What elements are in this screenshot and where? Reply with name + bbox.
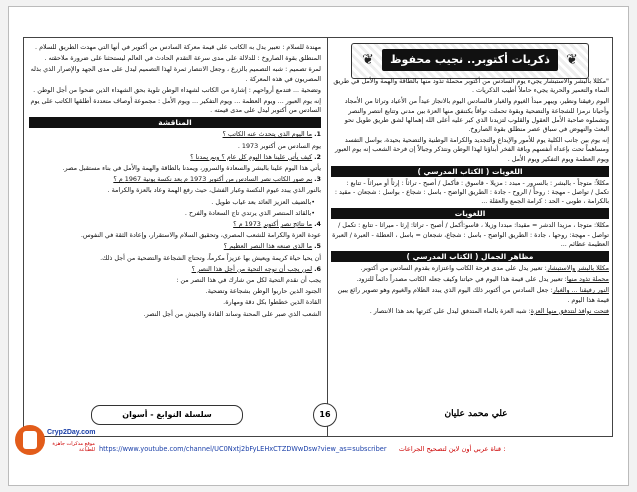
answer-line xyxy=(29,254,321,263)
question-line xyxy=(29,220,321,229)
question-text: ما نتائج نصر أكتوبر 1973 م ؟ xyxy=(233,220,313,229)
answer-line xyxy=(29,198,321,207)
answer-text: يجب أن نقدم التحية لكل من شارك في هذا النصر من : xyxy=(176,276,321,285)
logo-name: Cryp2Day.com xyxy=(47,429,96,436)
bottom-bar xyxy=(99,443,619,455)
question-line xyxy=(29,130,321,139)
question-line xyxy=(29,175,321,184)
beauty-text: : تعبير يدل على مدى فرحة الكاتب واعتزازه بقدوم السادس من أكتوبر. xyxy=(360,264,547,273)
question-number: 4. xyxy=(314,220,321,229)
question-number: 1. xyxy=(314,130,321,139)
question-line xyxy=(29,242,321,251)
beauty-phrase: فتحت نوافذ لتتدفق منها العزة xyxy=(530,306,609,315)
youtube-link[interactable]: https://www.youtube.com/channel/UC0Nxtj2bFyLEHxCTZDWwDsw?view_as=subscriber xyxy=(99,445,387,453)
beauty-item xyxy=(331,264,609,273)
page-number: 16 xyxy=(313,403,337,427)
question-number: 5. xyxy=(314,242,321,251)
discussion-banner: المناقشة xyxy=(29,117,321,128)
right-column xyxy=(331,77,609,318)
header-title-box xyxy=(351,43,589,79)
answer-text: الشعب الذي صبر على المحنة وساند القادة والجيش من أجل النصر. xyxy=(143,309,321,318)
author-name: علي محمد عليان xyxy=(444,409,508,419)
vocab-text: مكللاً: متوجاً - بالبشر : بالسرور - مبدد : مزيلا - قاسوق : فأكمل / أصبح - تراثاً : إرثاً أو ميراثاً - تتابع : تكمل / تواصل - مهجة : روحاً / الروح - جادة : الطريق الواضح - باسل : شجاع - بواسل : شجعان - مقيد : بالكرامة ، طوبى - الحد : كرامة الجمع والعقلة ... xyxy=(334,178,609,206)
question-text: ما الذي صنعه هذا النصر العظيم ؟ xyxy=(223,242,313,251)
ornament-left-icon: ❦ xyxy=(362,52,374,68)
bullet-icon: • xyxy=(311,197,315,206)
answer-text: بالضيف العزيز العائد بعد غياب طويل . xyxy=(211,197,312,206)
beauty-paragraph: إنه يوم العبور ... ويوم العظمة ... ويوم التفكير ... ويوم الأمل : مجموعة أوصاف متعددة أطلقها الكاتب على يوم السادس من أكتوبر ليدل على مدى قيمته . xyxy=(30,97,321,115)
vocab-banner: اللغويات ( الكتاب المدرسي ) xyxy=(331,166,609,177)
intro-paragraph: إنه يوم بين جانب الكلية يوم للأمور والإبداع والتجديد والكرامة الوطنية والتضحية بحيدة، بواسل التفسد ومساهماً تحت بإعداء أنفسهم وباقة الفخر أبناؤنا لهذا الوطن ونتذكر وجبالاً إن فرحة الشعب إنه يوم العبور ويوم العظمة ويوم التفكير ويوم الأمل . xyxy=(335,136,609,163)
beauty-text: : تعبير يدل على قيمة هذا اليوم في حياتنا وكيف جعله الكاتب مصدراً دائماً للتزود. xyxy=(356,275,567,284)
question-number: 3. xyxy=(314,175,321,184)
answer-text: أن يحيا حياة كريمة ويعيش بها عزيزاً مكرماً، وتحتاج الشجاعة والتضحية من أجل ذلك. xyxy=(100,253,321,262)
logo-tagline: موقع مذكرات جاهزة للطباعة xyxy=(52,441,95,453)
question-text: ما اليوم الذي يتحدث عنه الكاتب ؟ xyxy=(222,130,313,139)
question-text: بم صور الكاتب نصر السادس من أكتوبر 1973 م بعد نكسة يونية 1967 م ؟ xyxy=(113,175,313,184)
left-column xyxy=(29,43,321,321)
beauty-item xyxy=(331,275,609,284)
question-text: كيف يأتي علينا هذا اليوم كل عام ؟ وبم يمدنا ؟ xyxy=(190,152,313,161)
answer-text: يوم السادس من أكتوبر 1973 . xyxy=(237,141,321,150)
notebook-icon xyxy=(15,425,45,455)
question-text: لمن يجب أن نوجه التحية من أجل هذا النصر ؟ xyxy=(191,264,313,273)
intro-paragraph: "مكللا بالبشر والاستبشار يجيء يوم السادس من أكتوبر محملة تذود منها بالطاقة والهمة والأمل في طريق النماء والتعمير والحرية يجيء حاملاً أطيب الذكريات . xyxy=(333,77,609,95)
beauty-paragraph: وتضحية ... فتدمع أرواحهم : إشارة من الكاتب لشهداء الوطن تلوية بحق الشهداء الذين ضحوا من أجل الوطن . xyxy=(33,85,321,94)
column-divider xyxy=(327,37,328,437)
question-number: 2. xyxy=(314,152,321,161)
beauty-phrase: مكللا بالبشر والاستبشار xyxy=(546,264,609,273)
answer-text: يأتي هذا اليوم علينا بالبشر والسعادة والسرور، ويمدنا بالطاقة والهمة والأمل في بناء مستقبل مصر. xyxy=(62,164,321,173)
vocab-text: مكللا: متوجا ، مزيدا الدشر = مقيدا: مبددا وزيلا ، قاسو:أكمل / أصبح - تراثا: إرثا - ميراثا - تتابع : تكمل / تواصل - مهجة: روحها ، جادة : الطريق الواضح - باسل : شجاع، شجعان = باسل ، العطلة - العبرة / العبرة العظيمة عظائم ... xyxy=(332,221,609,248)
page-title: ذكريات أكتوبر.. نجيب محفوظ xyxy=(382,49,558,71)
vocab-banner: اللغويات xyxy=(331,208,609,219)
question-number: 6. xyxy=(314,264,321,273)
answer-line xyxy=(29,186,321,195)
beauty-item xyxy=(331,307,609,316)
site-logo[interactable] xyxy=(11,421,97,477)
book-series-name: سلسلة النوابغ - أسوان xyxy=(91,405,243,425)
document-page xyxy=(8,6,629,486)
beauty-paragraph: مهندة للسلام : تعبير يدل به الكاتب على قيمة معركة السادس من أكتوبر في أنها التي مهدت الطريق للسلام . xyxy=(35,43,321,51)
beauty-phrase: النور رفيقنا ... والغبار xyxy=(552,286,609,295)
answer-line xyxy=(29,310,321,319)
answer-text: عودة العزة والكرامة للشعب المصري، وتحقيق السلام والاستقرار، وإعادة الثقة في النفوس. xyxy=(80,231,321,240)
beauty-paragraph: لمرة تصميم : شبه التصميم بالزرع ، وجعل الانتصار ثمرة لهذا التصميم ليدل على مدى الجهد والإصرار الذي بذله المصريون في هذه المعركة . xyxy=(30,65,321,83)
beauty-phrase: محملة تذود منها xyxy=(566,275,609,284)
answer-text: الجنود الذين حاربوا الوطن بشجاعة وتضحية. xyxy=(205,287,321,296)
answer-line xyxy=(29,231,321,240)
questions-list xyxy=(29,130,321,318)
answer-text: القادة الذين خططوا بكل دقة ومهارة. xyxy=(223,298,321,307)
beauty-paragraph: المنطلق بقوة الصاروخ : للدلالة على مدى سرعة التقدم الحادث في العالم ليستحثنا على ضرورة ملاحقته . xyxy=(44,54,321,63)
bullet-icon: • xyxy=(311,208,315,217)
channel-label: قناة عربي أون لاين لتصحيح الجراعات : xyxy=(398,445,506,453)
answer-text: بالقائد المنتصر الذي يرتدي تاج السعادة والفرح . xyxy=(184,208,312,217)
beauty-text: : جعل السادس من أكتوبر ذلك اليوم الذي يبدد الظلام والغيوم وهو تصوير رائع يبين قيمة هذا اليوم . xyxy=(337,286,609,304)
answer-line xyxy=(29,298,321,307)
ornament-right-icon: ❦ xyxy=(566,52,578,68)
question-line xyxy=(29,153,321,162)
answer-line xyxy=(29,287,321,296)
answer-line xyxy=(29,142,321,151)
beauty-text: : شبه العزة بالماء المتدفق ليدل على كثرتها بعد هذا الانتصار . xyxy=(369,306,531,315)
answer-text: بالنور الذي يبدد غيوم النكسة وغبار الفشل، حيث رفع الهمة وعاد بالعزة والكرامة . xyxy=(107,186,321,195)
answer-line xyxy=(29,164,321,173)
answer-line xyxy=(29,209,321,218)
intro-paragraph: اليوم رفيقنا ونطير، ويبهر مبدأ الغيوم والغبار فالسادس اليوم بالانجاز عيداً من الأعياد وتراثا من الأمجاد وأحيانا نرمزا للشجاعة والتضحية وبقوة تحملت تواقاً بكتنفق منها العزة بين مدني وتتابع انتصر والنصر وتشملوه صاحبة الأمل العقول والقلوب لتزيدنا الذي كبر عليه أعلى الله إهمالها لشق طريق طويل نحو البعث والنهوض في سباق عصر منطلق بقوة الصاروخ. xyxy=(344,97,609,134)
beauty-item xyxy=(331,286,609,304)
answer-line xyxy=(29,276,321,285)
beauty-banner: مظاهر الجمال ( الكتاب المدرسي ) xyxy=(331,251,609,262)
question-line xyxy=(29,265,321,274)
